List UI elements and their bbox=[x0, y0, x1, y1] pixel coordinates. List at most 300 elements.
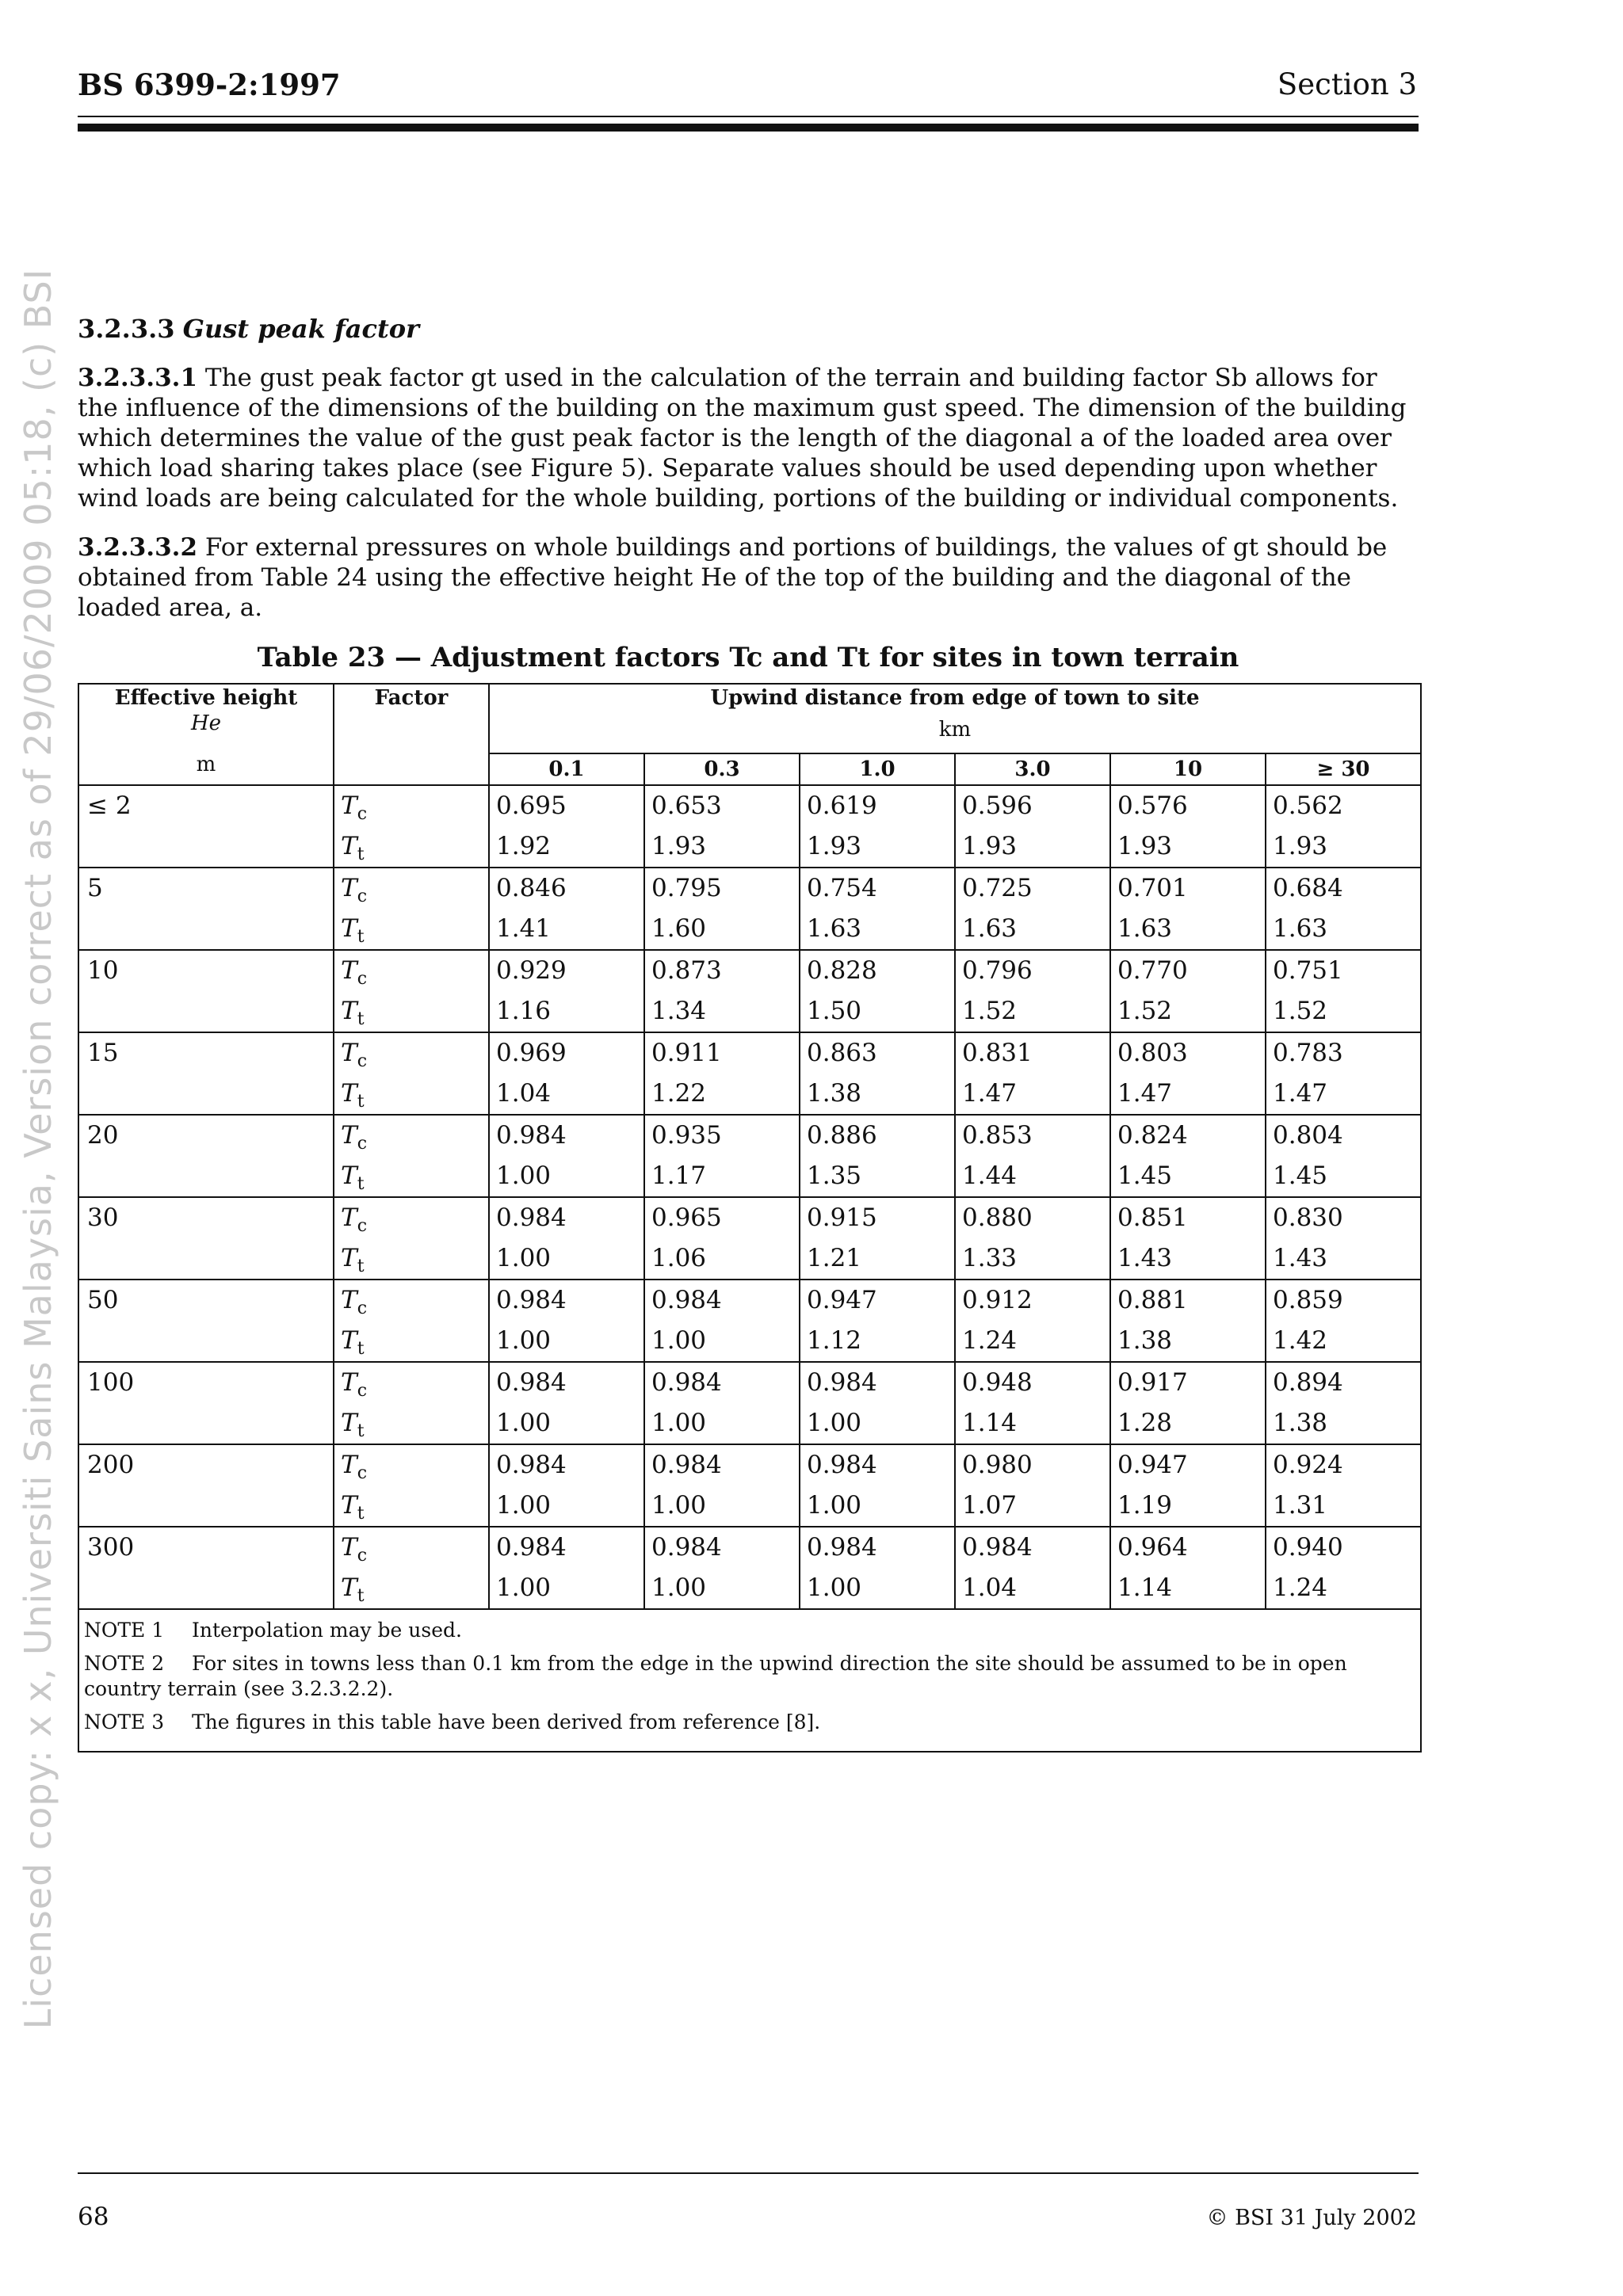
adjustment-factors-table bbox=[78, 683, 1422, 1753]
value-cell bbox=[644, 1527, 800, 1609]
tt-value: 1.34 bbox=[651, 997, 707, 1025]
footer-rule bbox=[78, 2172, 1419, 2174]
factor-symbol: T bbox=[341, 1161, 357, 1190]
tt-value: 1.33 bbox=[962, 1244, 1018, 1272]
distance-header-cell: 0.1 bbox=[489, 753, 644, 785]
tc-value: 0.947 bbox=[1117, 1451, 1188, 1479]
section-heading bbox=[78, 314, 1419, 344]
factor-cell bbox=[334, 868, 489, 950]
tt-value: 1.00 bbox=[807, 1409, 862, 1437]
factor-label bbox=[339, 786, 483, 826]
tc-value: 0.947 bbox=[807, 1286, 877, 1314]
tc-value: 0.924 bbox=[1273, 1451, 1343, 1479]
table-note bbox=[84, 1710, 1415, 1735]
effective-height-header bbox=[78, 684, 334, 785]
table-row bbox=[78, 785, 1421, 868]
tt-value: 1.41 bbox=[496, 914, 552, 943]
factor-label bbox=[339, 1198, 483, 1238]
value-cell bbox=[644, 1197, 800, 1280]
tc-value: 0.596 bbox=[962, 791, 1033, 820]
factor-symbol: T bbox=[341, 874, 357, 902]
tc-value: 0.619 bbox=[807, 791, 877, 820]
distance-header-cell: 0.3 bbox=[644, 753, 800, 785]
table-note bbox=[84, 1618, 1415, 1643]
factor-subscript: c bbox=[357, 1134, 368, 1154]
tt-value: 1.43 bbox=[1273, 1244, 1328, 1272]
effective-height-value: ≤ 2 bbox=[87, 791, 132, 820]
factor-cell bbox=[334, 1032, 489, 1115]
tc-value: 0.964 bbox=[1117, 1533, 1188, 1562]
value-cell bbox=[644, 785, 800, 868]
section-title: Gust peak factor bbox=[182, 314, 419, 344]
factor-symbol: T bbox=[341, 832, 357, 860]
tt-value: 1.16 bbox=[496, 997, 552, 1025]
tc-value: 0.803 bbox=[1117, 1039, 1188, 1067]
value-cell bbox=[955, 1115, 1110, 1197]
tc-value: 0.770 bbox=[1117, 956, 1188, 985]
tc-value: 0.863 bbox=[807, 1039, 877, 1067]
tc-value: 0.796 bbox=[962, 956, 1033, 985]
value-cell bbox=[955, 1362, 1110, 1444]
value-cell bbox=[955, 868, 1110, 950]
value-cell bbox=[1110, 950, 1266, 1032]
tc-value: 0.831 bbox=[962, 1039, 1033, 1067]
tc-value: 0.873 bbox=[651, 956, 722, 985]
value-cell bbox=[489, 1527, 644, 1609]
tt-value: 1.00 bbox=[496, 1244, 552, 1272]
tc-value: 0.853 bbox=[962, 1121, 1033, 1150]
value-cell bbox=[1266, 1032, 1421, 1115]
tc-value: 0.984 bbox=[496, 1286, 567, 1314]
tt-value: 1.00 bbox=[651, 1573, 707, 1602]
value-cell bbox=[955, 785, 1110, 868]
upwind-distance-label: Upwind distance from edge of town to site bbox=[710, 686, 1200, 710]
tt-value: 1.14 bbox=[1117, 1573, 1173, 1602]
value-cell bbox=[800, 1115, 955, 1197]
tt-value: 1.52 bbox=[1273, 997, 1328, 1025]
tt-value: 1.44 bbox=[962, 1161, 1018, 1190]
value-cell bbox=[489, 868, 644, 950]
factor-header: Factor bbox=[334, 684, 489, 785]
value-cell bbox=[800, 1527, 955, 1609]
value-cell bbox=[489, 1280, 644, 1362]
factor-symbol: T bbox=[341, 1409, 357, 1437]
factor-label bbox=[339, 1568, 483, 1608]
effective-height-unit: m bbox=[196, 753, 216, 776]
tt-value: 1.63 bbox=[1117, 914, 1173, 943]
table-row bbox=[78, 1527, 1421, 1609]
factor-cell bbox=[334, 785, 489, 868]
tt-value: 1.52 bbox=[962, 997, 1018, 1025]
factor-label bbox=[339, 991, 483, 1032]
value-cell bbox=[489, 785, 644, 868]
tc-value: 0.935 bbox=[651, 1121, 722, 1150]
factor-cell bbox=[334, 1197, 489, 1280]
value-cell bbox=[489, 1362, 644, 1444]
value-cell bbox=[800, 1362, 955, 1444]
table-note bbox=[84, 1651, 1415, 1702]
factor-symbol: T bbox=[341, 1039, 357, 1067]
value-cell bbox=[1266, 785, 1421, 868]
table-row bbox=[78, 1362, 1421, 1444]
factor-symbol: T bbox=[341, 1491, 357, 1520]
value-cell bbox=[1110, 1032, 1266, 1115]
factor-subscript: t bbox=[357, 1339, 365, 1360]
tc-value: 0.984 bbox=[807, 1533, 877, 1562]
tt-value: 1.17 bbox=[651, 1161, 707, 1190]
factor-label bbox=[339, 1238, 483, 1279]
tc-value: 0.562 bbox=[1273, 791, 1343, 820]
factor-label bbox=[339, 1403, 483, 1444]
tt-value: 1.00 bbox=[651, 1491, 707, 1520]
note-text: The figures in this table have been derived from reference [8]. bbox=[192, 1711, 821, 1733]
tt-value: 1.60 bbox=[651, 914, 707, 943]
tt-value: 1.07 bbox=[962, 1491, 1018, 1520]
tt-value: 1.00 bbox=[496, 1161, 552, 1190]
tt-value: 1.45 bbox=[1273, 1161, 1328, 1190]
tt-value: 1.00 bbox=[496, 1491, 552, 1520]
tc-value: 0.984 bbox=[496, 1368, 567, 1397]
paragraph-1 bbox=[78, 363, 1419, 513]
effective-height-value: 100 bbox=[87, 1368, 135, 1397]
value-cell bbox=[955, 1527, 1110, 1609]
factor-symbol: T bbox=[341, 1451, 357, 1479]
effective-height-cell bbox=[78, 1197, 334, 1280]
note-text: For sites in towns less than 0.1 km from the edge in the upwind direction the site should be assumed to be in open country terrain (see 3.2.3.2.2). bbox=[84, 1652, 1347, 1700]
tt-value: 1.93 bbox=[1273, 832, 1328, 860]
tc-value: 0.984 bbox=[807, 1368, 877, 1397]
tt-value: 1.28 bbox=[1117, 1409, 1173, 1437]
tt-value: 1.00 bbox=[807, 1491, 862, 1520]
factor-symbol: T bbox=[341, 1244, 357, 1272]
factor-subscript: t bbox=[357, 1257, 365, 1277]
value-cell bbox=[489, 950, 644, 1032]
tc-value: 0.880 bbox=[962, 1203, 1033, 1232]
effective-height-cell bbox=[78, 1032, 334, 1115]
tt-value: 1.93 bbox=[1117, 832, 1173, 860]
value-cell bbox=[644, 1115, 800, 1197]
factor-subscript: c bbox=[357, 1299, 368, 1319]
tc-value: 0.846 bbox=[496, 874, 567, 902]
tc-value: 0.984 bbox=[651, 1451, 722, 1479]
effective-height-cell bbox=[78, 1362, 334, 1444]
factor-subscript: t bbox=[357, 1504, 365, 1524]
factor-cell bbox=[334, 950, 489, 1032]
value-cell bbox=[1110, 1197, 1266, 1280]
upwind-distance-unit: km bbox=[938, 718, 972, 742]
value-cell bbox=[955, 1197, 1110, 1280]
tt-value: 1.00 bbox=[651, 1326, 707, 1355]
tt-value: 1.00 bbox=[496, 1409, 552, 1437]
table-row bbox=[78, 868, 1421, 950]
factor-symbol: T bbox=[341, 791, 357, 820]
tc-value: 0.795 bbox=[651, 874, 722, 902]
value-cell bbox=[489, 1032, 644, 1115]
factor-label bbox=[339, 1486, 483, 1526]
value-cell bbox=[800, 1197, 955, 1280]
factor-symbol: T bbox=[341, 1573, 357, 1602]
notes-row bbox=[78, 1609, 1421, 1752]
tt-value: 1.50 bbox=[807, 997, 862, 1025]
effective-height-cell bbox=[78, 1527, 334, 1609]
header-rule-thin bbox=[78, 116, 1419, 117]
tc-value: 0.984 bbox=[651, 1286, 722, 1314]
distance-header-cell: 1.0 bbox=[800, 753, 955, 785]
tc-value: 0.965 bbox=[651, 1203, 722, 1232]
note-text: Interpolation may be used. bbox=[192, 1619, 462, 1642]
factor-cell bbox=[334, 1362, 489, 1444]
factor-label bbox=[339, 1116, 483, 1156]
value-cell bbox=[489, 1444, 644, 1527]
table-row bbox=[78, 950, 1421, 1032]
value-cell bbox=[1266, 1444, 1421, 1527]
tt-value: 1.38 bbox=[807, 1079, 862, 1108]
tc-value: 0.969 bbox=[496, 1039, 567, 1067]
effective-height-symbol: He bbox=[190, 711, 222, 735]
tc-value: 0.940 bbox=[1273, 1533, 1343, 1562]
factor-subscript: c bbox=[357, 887, 368, 907]
copyright: © BSI 31 July 2002 bbox=[1206, 2206, 1417, 2230]
value-cell bbox=[1266, 1115, 1421, 1197]
factor-subscript: c bbox=[357, 1463, 368, 1484]
value-cell bbox=[1110, 1527, 1266, 1609]
tt-value: 1.24 bbox=[962, 1326, 1018, 1355]
tc-value: 0.830 bbox=[1273, 1203, 1343, 1232]
effective-height-cell bbox=[78, 785, 334, 868]
value-cell bbox=[1110, 1280, 1266, 1362]
factor-subscript: t bbox=[357, 1092, 365, 1112]
tt-value: 1.38 bbox=[1273, 1409, 1328, 1437]
value-cell bbox=[644, 1444, 800, 1527]
value-cell bbox=[1110, 1362, 1266, 1444]
factor-subscript: t bbox=[357, 1586, 365, 1607]
value-cell bbox=[644, 950, 800, 1032]
factor-cell bbox=[334, 1280, 489, 1362]
tt-value: 1.47 bbox=[1273, 1079, 1328, 1108]
factor-symbol: T bbox=[341, 1121, 357, 1150]
tt-value: 1.06 bbox=[651, 1244, 707, 1272]
table-title: Table 23 — Adjustment factors Tc and Tt for sites in town terrain bbox=[257, 642, 1239, 673]
factor-label bbox=[339, 1280, 483, 1321]
factor-label bbox=[339, 1074, 483, 1114]
factor-label bbox=[339, 1156, 483, 1196]
value-cell bbox=[1266, 950, 1421, 1032]
factor-symbol: T bbox=[341, 1203, 357, 1232]
value-cell bbox=[800, 785, 955, 868]
effective-height-value: 10 bbox=[87, 956, 119, 985]
distance-header-cell: 3.0 bbox=[955, 753, 1110, 785]
factor-symbol: T bbox=[341, 997, 357, 1025]
effective-height-cell bbox=[78, 1280, 334, 1362]
value-cell bbox=[800, 1032, 955, 1115]
tc-value: 0.984 bbox=[651, 1533, 722, 1562]
tt-value: 1.47 bbox=[962, 1079, 1018, 1108]
tt-value: 1.00 bbox=[807, 1573, 862, 1602]
value-cell bbox=[644, 868, 800, 950]
value-cell bbox=[489, 1197, 644, 1280]
factor-subscript: t bbox=[357, 1421, 365, 1442]
tt-value: 1.52 bbox=[1117, 997, 1173, 1025]
effective-height-cell bbox=[78, 950, 334, 1032]
effective-height-value: 20 bbox=[87, 1121, 119, 1150]
tc-value: 0.984 bbox=[496, 1121, 567, 1150]
tc-value: 0.695 bbox=[496, 791, 567, 820]
tc-value: 0.984 bbox=[496, 1533, 567, 1562]
factor-subscript: t bbox=[357, 927, 365, 948]
tc-value: 0.754 bbox=[807, 874, 877, 902]
value-cell bbox=[800, 868, 955, 950]
value-cell bbox=[955, 1032, 1110, 1115]
value-cell bbox=[1110, 785, 1266, 868]
factor-label bbox=[339, 1527, 483, 1568]
distance-header-cell: ≥ 30 bbox=[1266, 753, 1421, 785]
tc-value: 0.751 bbox=[1273, 956, 1343, 985]
factor-label bbox=[339, 1363, 483, 1403]
factor-symbol: T bbox=[341, 1079, 357, 1108]
tc-value: 0.948 bbox=[962, 1368, 1033, 1397]
tc-value: 0.824 bbox=[1117, 1121, 1188, 1150]
tc-value: 0.980 bbox=[962, 1451, 1033, 1479]
tc-value: 0.984 bbox=[962, 1533, 1033, 1562]
tc-value: 0.804 bbox=[1273, 1121, 1343, 1150]
tc-value: 0.851 bbox=[1117, 1203, 1188, 1232]
factor-cell bbox=[334, 1115, 489, 1197]
factor-label bbox=[339, 951, 483, 991]
license-watermark: Licensed copy: x x, Universiti Sains Malaysia, Version correct as of 29/06/2009 05:18, (c) BSI bbox=[17, 268, 59, 2030]
note-label: NOTE 1 bbox=[84, 1619, 165, 1642]
factor-subscript: c bbox=[357, 804, 368, 825]
value-cell bbox=[1110, 868, 1266, 950]
factor-subscript: t bbox=[357, 1009, 365, 1030]
factor-label bbox=[339, 909, 483, 949]
tc-value: 0.894 bbox=[1273, 1368, 1343, 1397]
value-cell bbox=[955, 1280, 1110, 1362]
table-row bbox=[78, 1115, 1421, 1197]
factor-symbol: T bbox=[341, 1533, 357, 1562]
tt-value: 1.42 bbox=[1273, 1326, 1328, 1355]
factor-label bbox=[339, 1321, 483, 1361]
distance-header-cell: 10 bbox=[1110, 753, 1266, 785]
tt-value: 1.14 bbox=[962, 1409, 1018, 1437]
paragraph-2-number: 3.2.3.3.2 bbox=[78, 533, 198, 562]
effective-height-cell bbox=[78, 868, 334, 950]
table-header-row-1 bbox=[78, 684, 1421, 753]
table-row bbox=[78, 1032, 1421, 1115]
tt-value: 1.35 bbox=[807, 1161, 862, 1190]
tt-value: 1.31 bbox=[1273, 1491, 1328, 1520]
tc-value: 0.984 bbox=[496, 1203, 567, 1232]
tt-value: 1.21 bbox=[807, 1244, 862, 1272]
tt-value: 1.47 bbox=[1117, 1079, 1173, 1108]
effective-height-value: 5 bbox=[87, 874, 103, 902]
factor-subscript: t bbox=[357, 845, 365, 865]
tc-value: 0.653 bbox=[651, 791, 722, 820]
tc-value: 0.881 bbox=[1117, 1286, 1188, 1314]
tc-value: 0.917 bbox=[1117, 1368, 1188, 1397]
tc-value: 0.684 bbox=[1273, 874, 1343, 902]
factor-subscript: t bbox=[357, 1174, 365, 1195]
tc-value: 0.783 bbox=[1273, 1039, 1343, 1067]
value-cell bbox=[644, 1362, 800, 1444]
value-cell bbox=[644, 1280, 800, 1362]
tc-value: 0.576 bbox=[1117, 791, 1188, 820]
value-cell bbox=[800, 1444, 955, 1527]
tt-value: 1.92 bbox=[496, 832, 552, 860]
value-cell bbox=[644, 1032, 800, 1115]
value-cell bbox=[1110, 1115, 1266, 1197]
factor-symbol: T bbox=[341, 1368, 357, 1397]
value-cell bbox=[800, 950, 955, 1032]
tt-value: 1.00 bbox=[496, 1573, 552, 1602]
tt-value: 1.63 bbox=[807, 914, 862, 943]
upwind-distance-header bbox=[489, 684, 1421, 753]
effective-height-value: 300 bbox=[87, 1533, 135, 1562]
effective-height-cell bbox=[78, 1444, 334, 1527]
note-label: NOTE 3 bbox=[84, 1711, 165, 1733]
note-label: NOTE 2 bbox=[84, 1652, 165, 1675]
tt-value: 1.63 bbox=[962, 914, 1018, 943]
tt-value: 1.04 bbox=[962, 1573, 1018, 1602]
effective-height-label: Effective height bbox=[114, 686, 298, 710]
factor-label bbox=[339, 1445, 483, 1486]
tc-value: 0.912 bbox=[962, 1286, 1033, 1314]
factor-cell bbox=[334, 1527, 489, 1609]
table-row bbox=[78, 1280, 1421, 1362]
tc-value: 0.859 bbox=[1273, 1286, 1343, 1314]
factor-cell bbox=[334, 1444, 489, 1527]
value-cell bbox=[1266, 1197, 1421, 1280]
effective-height-value: 15 bbox=[87, 1039, 119, 1067]
factor-subscript: c bbox=[357, 969, 368, 990]
paragraph-1-number: 3.2.3.3.1 bbox=[78, 364, 198, 392]
tt-value: 1.19 bbox=[1117, 1491, 1173, 1520]
tc-value: 0.984 bbox=[496, 1451, 567, 1479]
factor-label bbox=[339, 826, 483, 867]
factor-symbol: T bbox=[341, 1286, 357, 1314]
tc-value: 0.725 bbox=[962, 874, 1033, 902]
value-cell bbox=[1266, 868, 1421, 950]
tt-value: 1.63 bbox=[1273, 914, 1328, 943]
factor-subscript: c bbox=[357, 1051, 368, 1072]
effective-height-value: 200 bbox=[87, 1451, 135, 1479]
tc-value: 0.911 bbox=[651, 1039, 722, 1067]
tc-value: 0.915 bbox=[807, 1203, 877, 1232]
value-cell bbox=[1110, 1444, 1266, 1527]
tt-value: 1.00 bbox=[496, 1326, 552, 1355]
header-rule-thick bbox=[78, 124, 1419, 132]
tc-value: 0.929 bbox=[496, 956, 567, 985]
tc-value: 0.828 bbox=[807, 956, 877, 985]
tt-value: 1.45 bbox=[1117, 1161, 1173, 1190]
tt-value: 1.93 bbox=[962, 832, 1018, 860]
tt-value: 1.22 bbox=[651, 1079, 707, 1108]
section-label: Section 3 bbox=[1277, 67, 1417, 101]
tt-value: 1.43 bbox=[1117, 1244, 1173, 1272]
factor-symbol: T bbox=[341, 956, 357, 985]
tt-value: 1.04 bbox=[496, 1079, 552, 1108]
value-cell bbox=[955, 1444, 1110, 1527]
standard-number: BS 6399-2:1997 bbox=[78, 67, 341, 102]
page-content bbox=[78, 314, 1419, 1753]
tc-value: 0.886 bbox=[807, 1121, 877, 1150]
factor-subscript: c bbox=[357, 1216, 368, 1237]
value-cell bbox=[1266, 1362, 1421, 1444]
tc-value: 0.984 bbox=[807, 1451, 877, 1479]
value-cell bbox=[955, 950, 1110, 1032]
factor-symbol: T bbox=[341, 1326, 357, 1355]
factor-subscript: c bbox=[357, 1546, 368, 1566]
tt-value: 1.38 bbox=[1117, 1326, 1173, 1355]
